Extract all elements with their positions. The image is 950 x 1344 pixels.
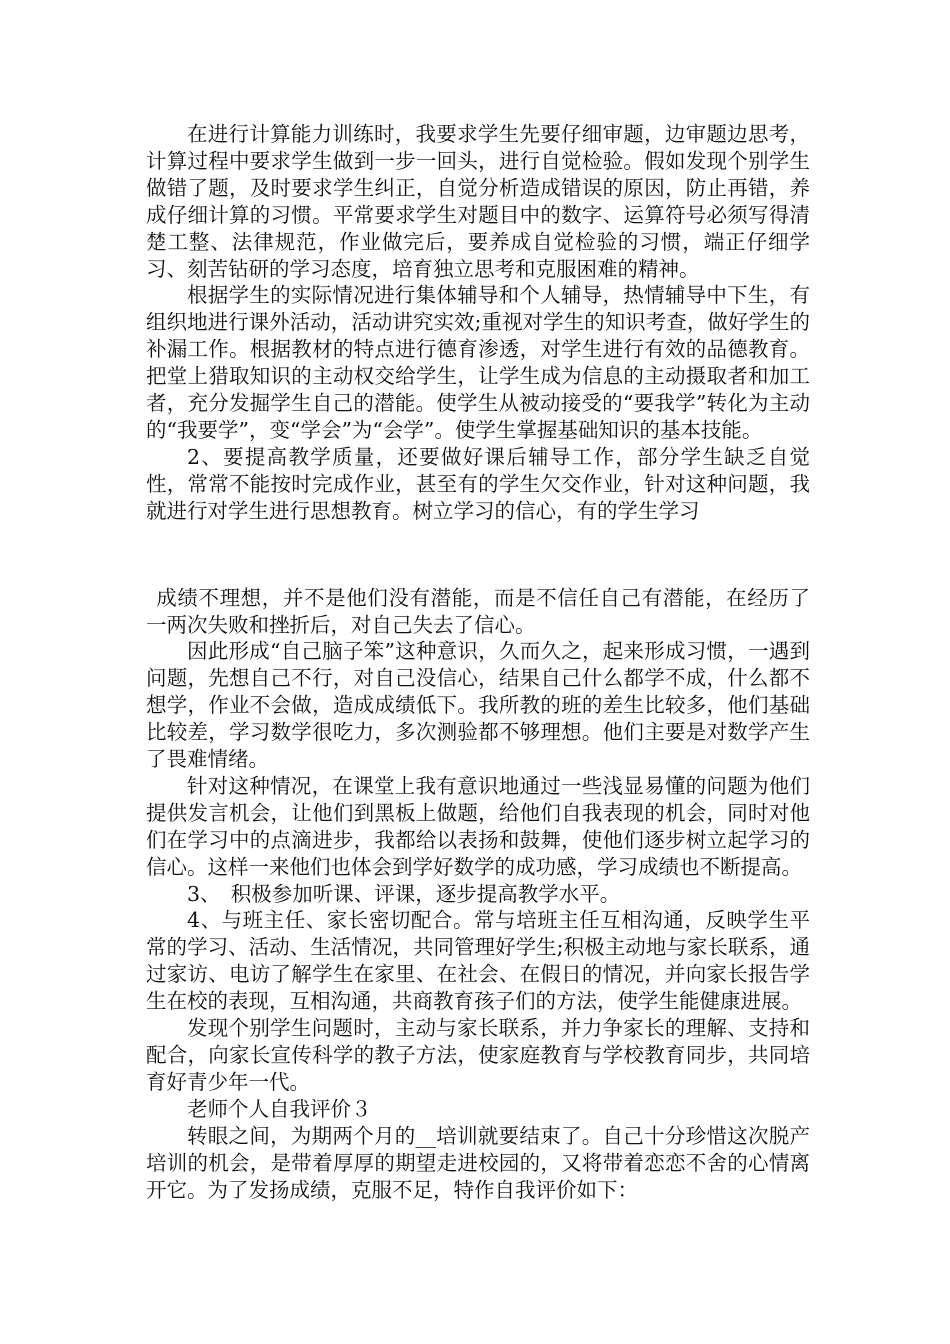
paragraph-continued: 成绩不理想，并不是他们没有潜能，而是不信任自己有潜能，在经历了一两次失败和挫折后，对自己失去了信心。 xyxy=(146,585,810,637)
paragraph-self-doubt: 因此形成“自己脑子笨”这种意识，久而久之，起来形成习惯，一遇到问题，先想自己不行，对自己没信心，结果自己什么都学不成，什么都不想学，作业不会做，造成成绩低下。我所教的班的差生比较多，他们基础比较差，学习数学很吃力，多次测验都不够理想。他们主要是对数学产生了畏难情绪。 xyxy=(146,639,810,772)
paragraph-calculation-training: 在进行计算能力训练时，我要求学生先要仔细审题，边审题边思考，计算过程中要求学生做到一步一回头，进行自觉检验。假如发现个别学生做错了题，及时要求学生纠正，自觉分析造成错误的原因，防止再错，养成仔细计算的习惯。平常要求学生对题目中的数字、运算符号必须写得清楚工整、法律规范，作业做完后，要养成自觉检验的习惯，端正仔细学习、刻苦钻研的学习态度，培育独立思考和克服困难的精神。 xyxy=(146,122,810,281)
paragraph-item-4: 4、与班主任、家长密切配合。常与培班主任互相沟通，反映学生平常的学习、活动、生活情况，共同管理好学生;积极主动地与家长联系，通过家访、电访了解学生在家里、在社会、在假日的情况，并向家长报告学生在校的表现，互相沟通，共商教育孩子们的方法，使学生能健康进展。 xyxy=(146,908,810,1014)
page-break-gap xyxy=(146,525,810,585)
paragraph-parent-contact: 发现个别学生问题时，主动与家长联系，并力争家长的理解、支持和配合，向家长宣传科学的教子方法，使家庭教育与学校教育同步，共同培育好青少年一代。 xyxy=(146,1016,810,1094)
paragraph-tutoring: 根据学生的实际情况进行集体辅导和个人辅导，热情辅导中下生，有组织地进行课外活动，活动讲究实效;重视对学生的知识考查，做好学生的补漏工作。根据教材的特点进行德育渗透，对学生进行有效的品德教育。把堂上猎取知识的主动权交给学生，让学生成为信息的主动摄取者和加工者，充分发掘学生自己的潜能。使学生从被动接受的“要我学”转化为主动的“我要学”，变“学会”为“会学”。使学生掌握基础知识的基本技能。 xyxy=(146,283,810,442)
paragraph-encouragement: 针对这种情况，在课堂上我有意识地通过一些浅显易懂的问题为他们提供发言机会，让他们到黑板上做题，给他们自我表现的机会，同时对他们在学习中的点滴进步，我都给以表扬和鼓舞，使他们逐步树立起学习的信心。这样一来他们也体会到学好数学的成功感，学习成绩也不断提高。 xyxy=(146,773,810,879)
paragraph-training-ending: 转眼之间，为期两个月的__培训就要结束了。自己十分珍惜这次脱产培训的机会，是带着厚厚的期望走进校园的，又将带着恋恋不舍的心情离开它。为了发扬成绩，克服不足，特作自我评价如下： xyxy=(146,1123,810,1202)
paragraph-item-3: 3、 积极参加听课、评课，逐步提高教学水平。 xyxy=(187,881,621,906)
document-body xyxy=(146,121,810,1203)
paragraph-after-class-tutoring: 2、要提高教学质量，还要做好课后辅导工作，部分学生缺乏自觉性，常常不能按时完成作业，甚至有的学生欠交作业，针对这种问题，我就进行对学生进行思想教育。树立学习的信心，有的学生学习 xyxy=(146,444,810,523)
section-heading: 老师个人自我评价３ xyxy=(187,1096,372,1121)
